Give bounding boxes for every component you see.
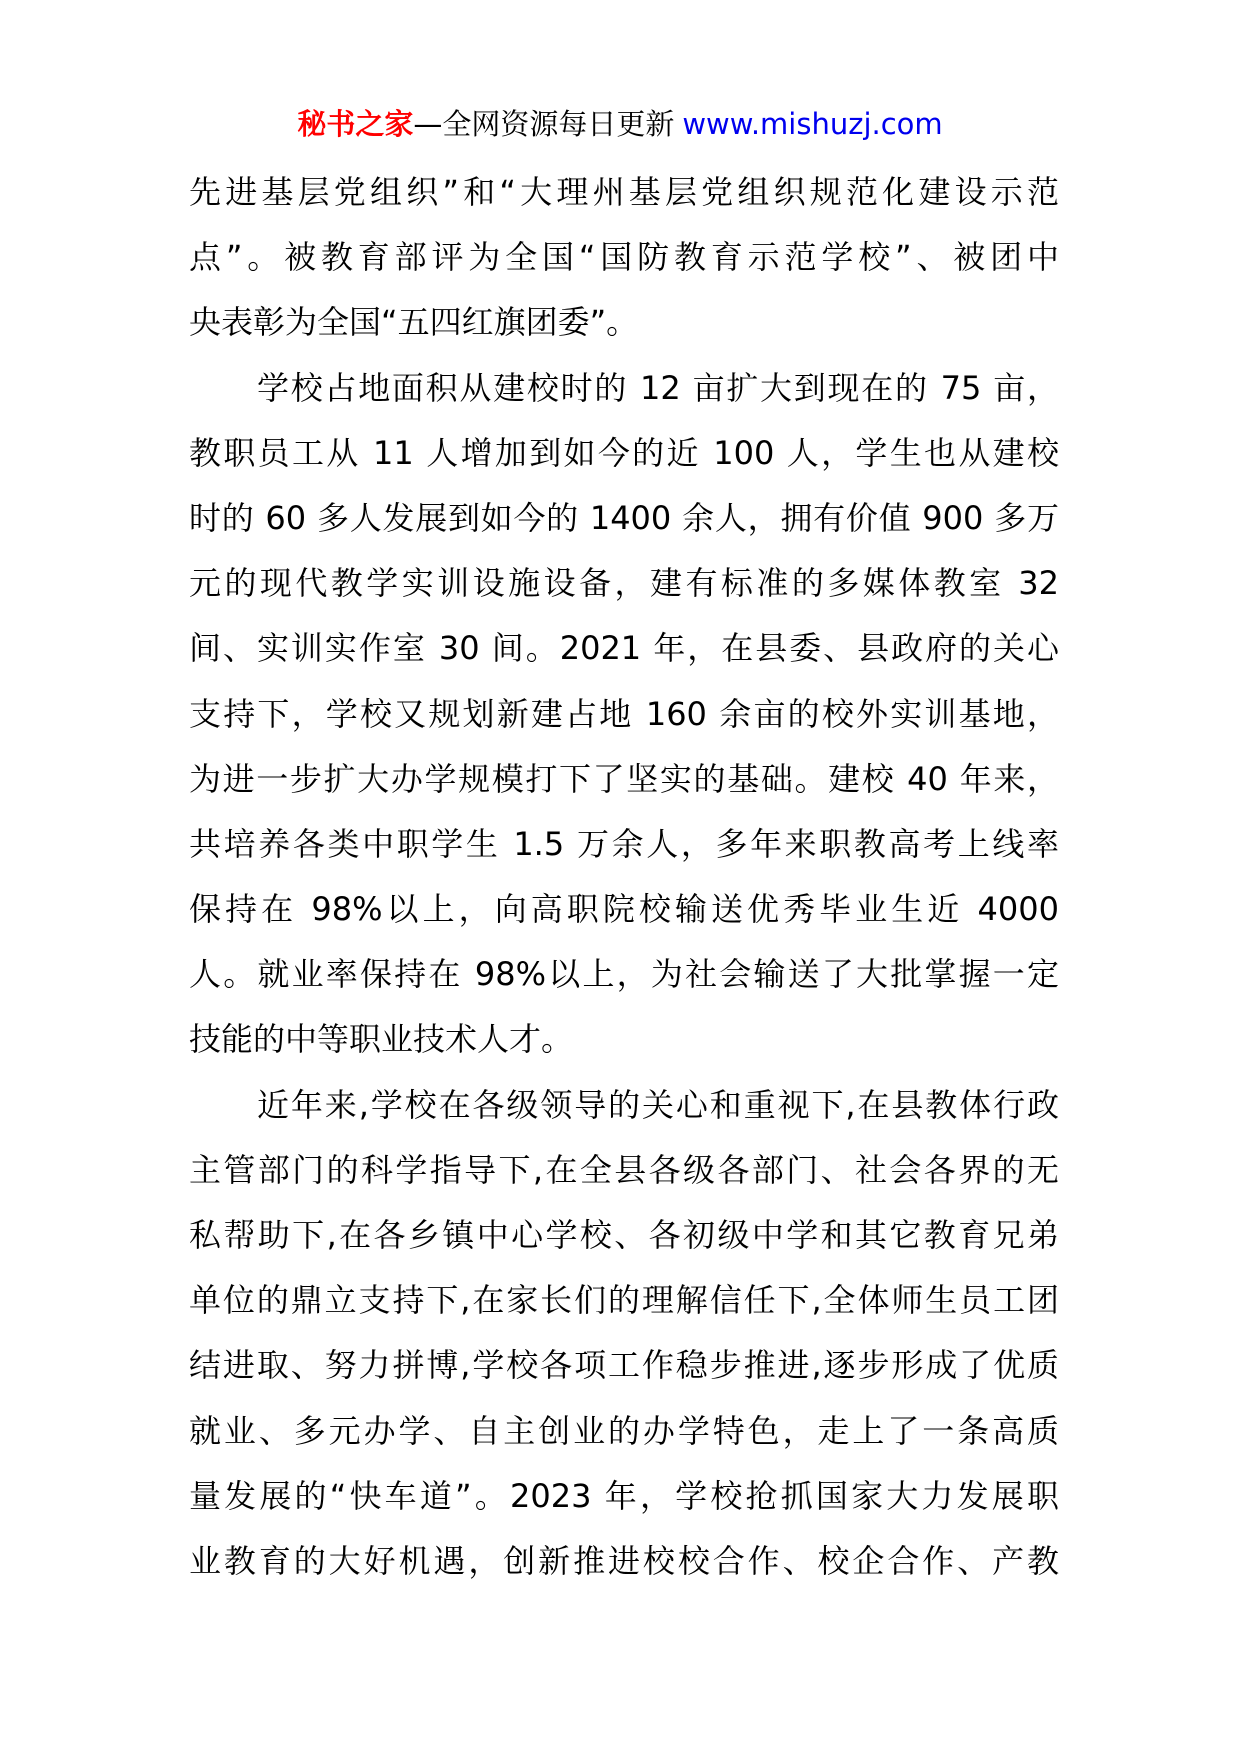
text-line: 单位的鼎立支持下,在家长们的理解信任下,全体师生员工团 (189, 1281, 1059, 1320)
text-line: 技能的中等职业技术人才。 (189, 1020, 574, 1059)
text-line: 央表彰为全国“五四红旗团委”。 (189, 303, 639, 342)
header-url-link[interactable]: www.mishuzj.com (682, 107, 943, 141)
text-line: 为进一步扩大办学规模打下了坚实的基础。建校 40 年来， (189, 759, 1059, 798)
text-line: 人。就业率保持在 98%以上，为社会输送了大批掌握一定 (189, 955, 1059, 994)
text-line: 支持下，学校又规划新建占地 160 余亩的校外实训基地， (189, 694, 1059, 733)
text-line: 就业、多元办学、自主创业的办学特色，走上了一条高质 (189, 1411, 1059, 1450)
page-header (0, 104, 1240, 144)
text-line: 保持在 98%以上，向高职院校输送优秀毕业生近 4000 (189, 890, 1059, 929)
text-line: 元的现代教学实训设施设备，建有标准的多媒体教室 32 (189, 564, 1059, 603)
text-line: 业教育的大好机遇，创新推进校校合作、校企合作、产教 (189, 1541, 1059, 1580)
text-line: 主管部门的科学指导下,在全县各级各部门、社会各界的无 (189, 1150, 1059, 1189)
header-tagline: —全网资源每日更新 (413, 107, 675, 141)
paragraph-3 (189, 1073, 1059, 1595)
text-line: 点”。被教育部评为全国“国防教育示范学校”、被团中 (189, 238, 1059, 277)
text-line: 结进取、努力拼博,学校各项工作稳步推进,逐步形成了优质 (189, 1346, 1059, 1385)
text-line: 教职员工从 11 人增加到如今的近 100 人，学生也从建校 (189, 433, 1059, 472)
text-line: 时的 60 多人发展到如今的 1400 余人，拥有价值 900 多万 (189, 498, 1059, 537)
text-line: 量发展的“快车道”。2023 年，学校抢抓国家大力发展职 (189, 1476, 1059, 1515)
document-body (189, 160, 1059, 1594)
text-line: 私帮助下,在各乡镇中心学校、各初级中学和其它教育兄弟 (189, 1216, 1059, 1254)
text-line: 先进基层党组织”和“大理州基层党组织规范化建设示范 (189, 173, 1059, 211)
header-brand: 秘书之家 (297, 107, 414, 141)
text-line: 共培养各类中职学生 1.5 万余人，多年来职教高考上线率 (189, 824, 1059, 863)
text-line: 学校占地面积从建校时的 12 亩扩大到现在的 75 亩， (257, 368, 1059, 407)
paragraph-1 (189, 160, 1059, 356)
text-line: 间、实训实作室 30 间。2021 年，在县委、县政府的关心 (189, 629, 1059, 668)
text-line: 近年来,学校在各级领导的关心和重视下,在县教体行政 (257, 1085, 1059, 1124)
paragraph-2 (189, 356, 1059, 1073)
